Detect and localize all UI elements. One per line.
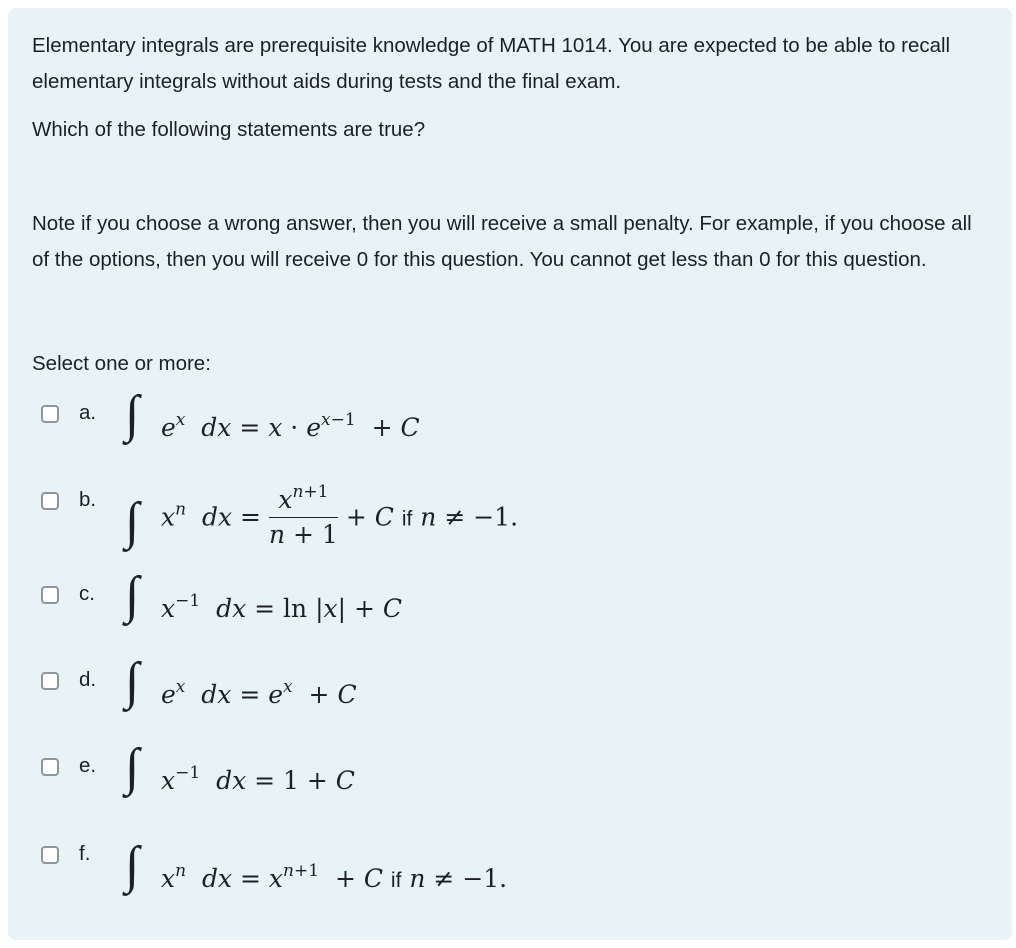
question-prompt: Which of the following statements are true? xyxy=(32,118,426,141)
option-d-checkbox[interactable] xyxy=(41,672,59,690)
option-f-letter: f. xyxy=(79,842,91,865)
option-b-checkbox[interactable] xyxy=(41,492,59,510)
option-a-checkbox[interactable] xyxy=(41,405,59,423)
option-e-checkbox[interactable] xyxy=(41,758,59,776)
select-instruction: Select one or more: xyxy=(32,352,211,375)
question-intro: Elementary integrals are prerequisite knowledge of MATH 1014. You are expected to be able to recall elementary integrals without aids during tests and the final exam. xyxy=(32,34,951,93)
option-c-checkbox[interactable] xyxy=(41,586,59,604)
option-e[interactable]: e. ∫ $x^{-1}$ dx = 1 + C xyxy=(41,758,841,828)
option-f-checkbox[interactable] xyxy=(41,846,59,864)
option-a[interactable]: a. ∫ $e^x$ dx = $x \cdot e^{x-1} + C$ xyxy=(41,405,841,475)
option-c-letter: c. xyxy=(79,582,95,605)
option-d-letter: d. xyxy=(79,668,97,691)
option-b[interactable]: b. ∫ $x^n$ dx = $\frac{x^{n+1}}{n + 1}$ + C if n ≠ −1. xyxy=(41,492,841,562)
option-f[interactable]: f. ∫ $x^n$ dx = $x^{n+1} + C$ if n ≠ −1. xyxy=(41,846,841,916)
option-c[interactable]: c. ∫ $x^{-1}$ dx = ln |x| + C xyxy=(41,586,841,656)
penalty-note: Note if you choose a wrong answer, then you will receive a small penalty. For example, if you choose all of the options, then you will receive 0 for this question. You cannot get less than 0 for this question. xyxy=(32,212,972,271)
question-card xyxy=(8,8,1012,940)
option-a-letter: a. xyxy=(79,401,97,424)
option-d[interactable]: d. ∫ $e^x$ dx = $e^x + C$ xyxy=(41,672,841,742)
option-b-letter: b. xyxy=(79,488,97,511)
option-e-letter: e. xyxy=(79,754,97,777)
